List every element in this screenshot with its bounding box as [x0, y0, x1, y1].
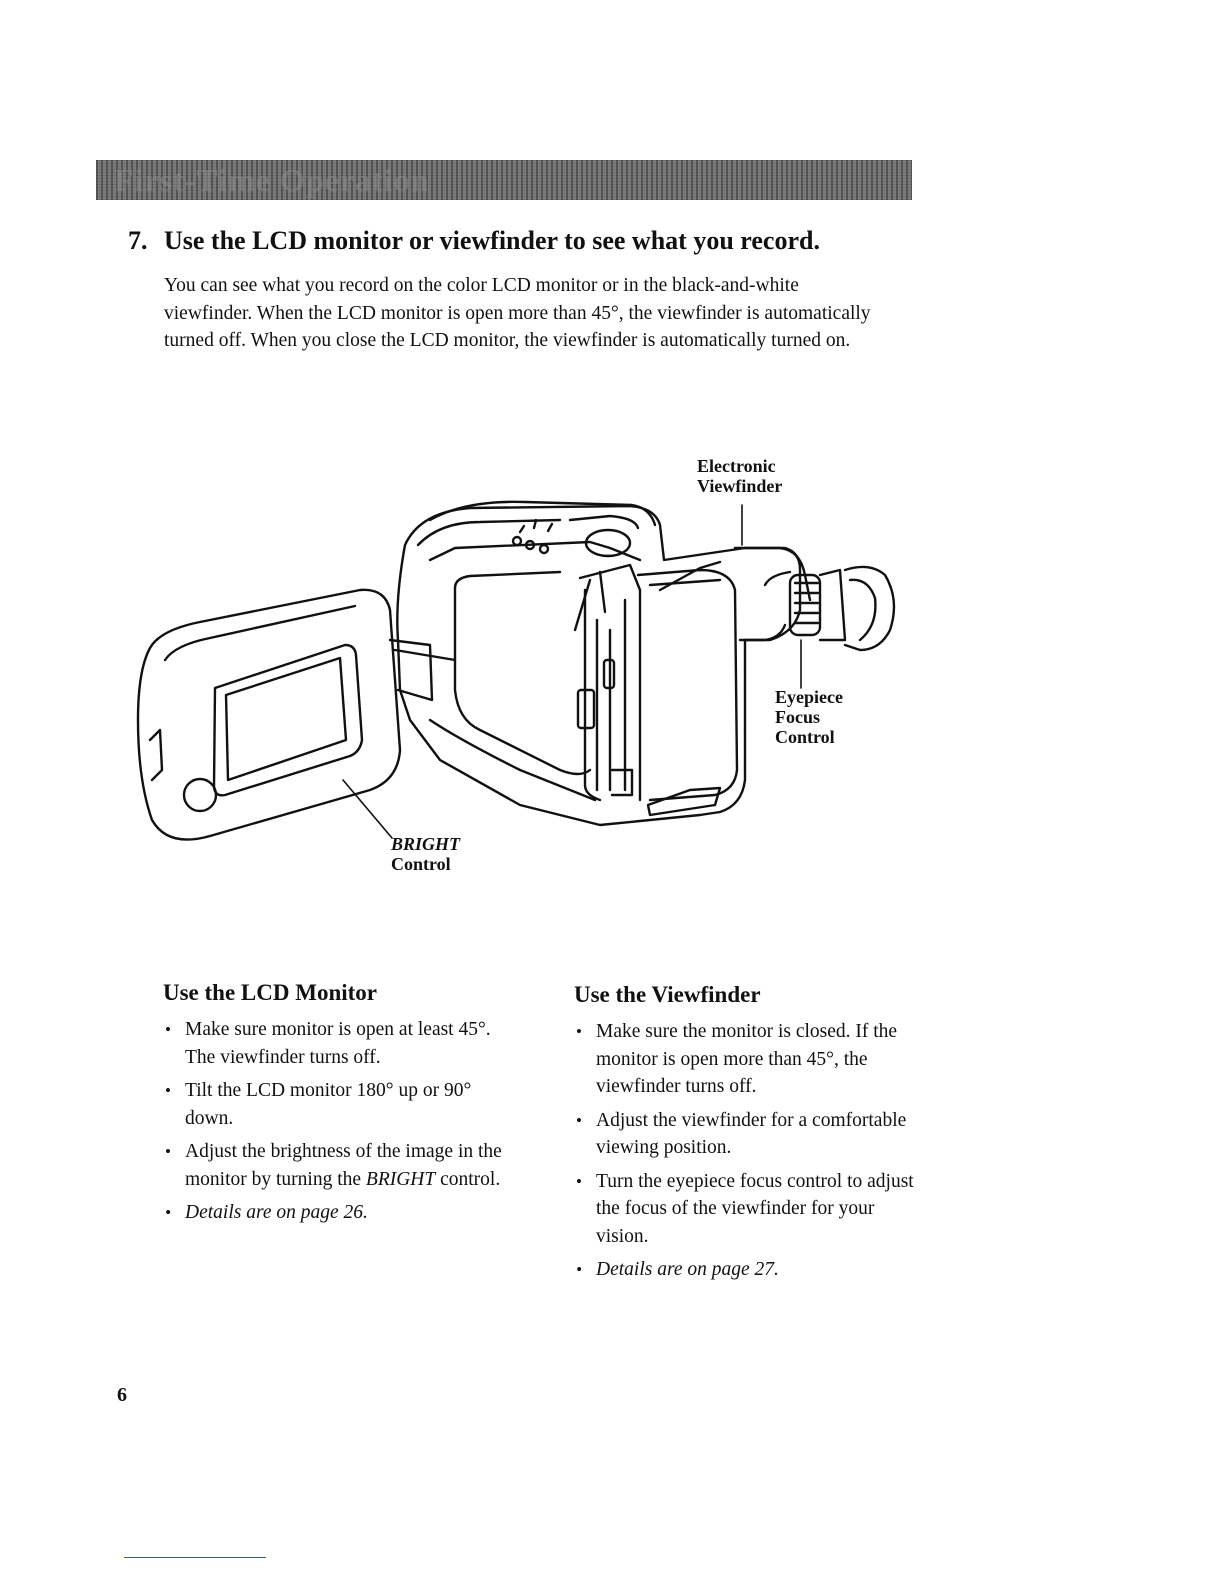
- viewfinder-heading: Use the Viewfinder: [574, 982, 761, 1007]
- list-item: • Adjust the brightness of the image in the monitor by turning the BRIGHT control.: [163, 1138, 513, 1193]
- bright-term: BRIGHT: [365, 1168, 436, 1190]
- viewfinder-section: [574, 982, 914, 1290]
- section-header-title: First-Time Operation: [114, 162, 430, 198]
- list-item: • Turn the eyepiece focus control to adjust the focus of the viewfinder for your vision.: [574, 1168, 914, 1251]
- list-item: • Adjust the viewfinder for a comfortable viewing position.: [574, 1107, 914, 1162]
- viewfinder-details-note: • Details are on page 27.: [574, 1256, 914, 1284]
- camera-body: [397, 502, 894, 825]
- footer-rule: [124, 1557, 266, 1558]
- intro-paragraph: You can see what you record on the color LCD monitor or in the black-and-white viewfinder. When the LCD monitor is open more than 45°, the viewfinder is automatically turned off. When you close the LCD monitor, the viewfinder is automatically turned on.: [164, 275, 871, 351]
- page-number: 6: [117, 1384, 127, 1406]
- bright-leader-line: [343, 780, 392, 838]
- viewfinder-list: [574, 1018, 914, 1284]
- step-title-text: Use the LCD monitor or viewfinder to see what you record.: [164, 226, 820, 255]
- lcd-monitor-list: [163, 1016, 513, 1227]
- step-number: 7.: [128, 226, 148, 255]
- list-item: • Tilt the LCD monitor 180° up or 90° down.: [163, 1077, 513, 1132]
- lcd-monitor-section: [163, 980, 513, 1233]
- electronic-viewfinder-label: Electronic Viewfinder: [697, 456, 783, 496]
- eyepiece-focus-control-label: Eyepiece Focus Control: [775, 687, 843, 747]
- lcd-details-note: • Details are on page 26.: [163, 1199, 513, 1227]
- lcd-monitor-heading: Use the LCD Monitor: [163, 980, 377, 1005]
- bright-control-label: BRIGHT Control: [391, 834, 461, 874]
- list-item: • Make sure the monitor is closed. If the monitor is open more than 45°, the viewfinder turns off.: [574, 1018, 914, 1101]
- list-item: • Make sure monitor is open at least 45°. The viewfinder turns off.: [163, 1016, 513, 1071]
